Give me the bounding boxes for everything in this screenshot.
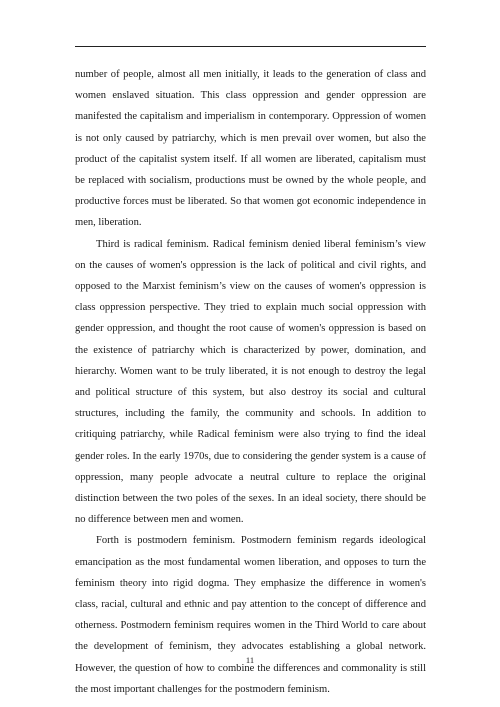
paragraph-radical-feminism: Third is radical feminism. Radical feminism denied liberal feminism’s view on the causes of women's oppression is the lack of political and civil rights, and opposed to the Marxist feminism’s view on the causes of women's oppression is class oppression perspective. They tried to explain much social oppression with gender oppression, and thought the root cause of women's oppression is based on the existence of patriarchy which is characterized by power, domination, and hierarchy. Women want to be truly liberated, it is not enough to destroy the legal and political structure of this system, but also destroy its social and cultural structures, including the family, the community and schools. In addition to critiquing patriarchy, while Radical feminism were also trying to find the ideal gender roles. In the early 1970s, due to considering the gender system is a cause of oppression, many people advocate a neutral culture to replace the original distinction between the two poles of the sexes. In an ideal society, there should be no difference between men and women.	[75, 238, 426, 526]
body-text	[75, 64, 426, 700]
page-number: 11	[245, 655, 255, 665]
paragraph-marxist-continuation: number of people, almost all men initially, it leads to the generation of class and women enslaved situation. This class oppression and gender oppression are manifested the capitalism and imperialism in contemporary. Oppression of women is not only caused by patriarchy, which is men prevail over women, but also the product of the capitalist system itself. If all women are liberated, capitalism must be replaced with socialism, productions must be owned by the whole people, and productive forces must be liberated. So that women got economic independence in men, liberation.	[75, 69, 426, 229]
paragraph-postmodern-feminism: Forth is postmodern feminism. Postmodern feminism regards ideological emancipation as the most fundamental women liberation, and opposes to turn the feminism theory into rigid dogma. They emphasize the difference in women's class, racial, cultural and ethnic and pay attention to the concept of difference and otherness. Postmodern feminism requires women in the Third World to care about the development of feminism, they advocates establishing a global network. However, the question of how to combine the differences and commonality is still the most important challenges for the postmodern feminism.	[75, 535, 426, 695]
header-rule	[75, 46, 426, 47]
